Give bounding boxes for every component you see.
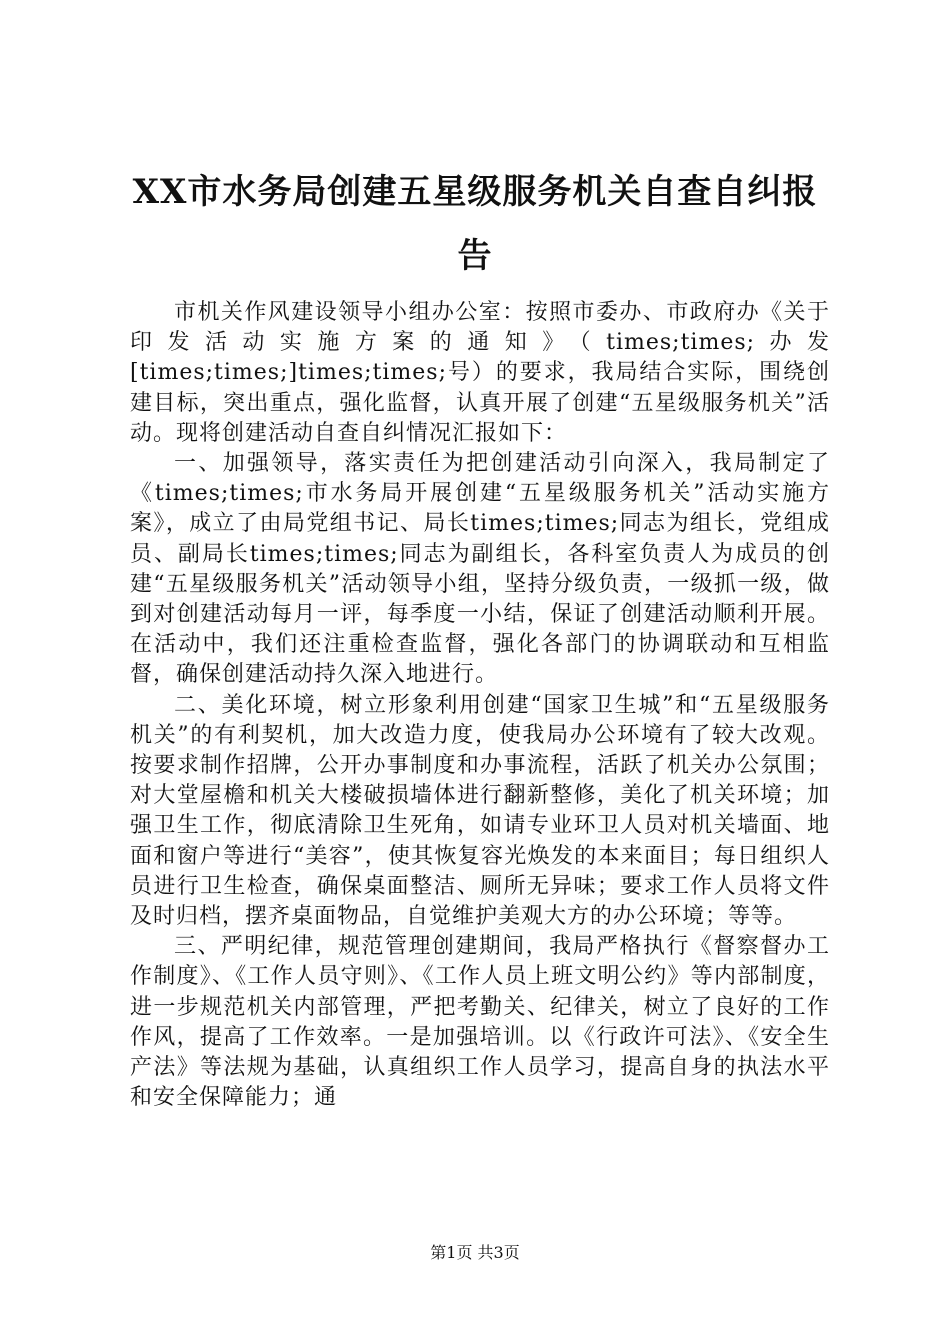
page-number-footer: 第1页 共3页 bbox=[430, 1243, 520, 1262]
paragraph-section-2: 二、美化环境，树立形象利用创建“国家卫生城”和“五星级服务机关”的有利契机，加大改造力度，使我局办公环境有了较大改观。按要求制作招牌，公开办事制度和办事流程，活跃了机关办公氛围；对大堂屋檐和机关大楼破损墙体进行翻新整修，美化了机关环境；加强卫生工作，彻底清除卫生死角，如请专业环卫人员对机关墙面、地面和窗户等进行“美容”，使其恢复容光焕发的本来面目；每日组织人员进行卫生检查，确保桌面整洁、厕所无异味；要求工作人员将文件及时归档，摆齐桌面物品，自觉维护美观大方的办公环境；等等。 bbox=[130, 692, 830, 930]
document-title: XX市水务局创建五星级服务机关自查自纠报告 bbox=[132, 172, 818, 276]
paragraph-intro: 市机关作风建设领导小组办公室：按照市委办、市政府办《关于印发活动实施方案的通知》（times;times;办发[times;times;]times;times;号）的要求，我局结合实际，围绕创建目标，突出重点，强化监督，认真开展了创建“五星级服务机关”活动。现将创建活动自查自纠情况汇报如下： bbox=[130, 300, 830, 446]
paragraph-section-1: 一、加强领导，落实责任为把创建活动引向深入，我局制定了《times;times;市水务局开展创建“五星级服务机关”活动实施方案》，成立了由局党组书记、局长times;times;同志为组长，党组成员、副局长times;times;同志为副组长，各科室负责人为成员的创建“五星级服务机关”活动领导小组，坚持分级负责，一级抓一级，做到对创建活动每月一评，每季度一小结，保证了创建活动顺利开展。在活动中，我们还注重检查监督，强化各部门的协调联动和互相监督，确保创建活动持久深入地进行。 bbox=[130, 451, 830, 688]
paragraph-section-3: 三、严明纪律，规范管理创建期间，我局严格执行《督察督办工作制度》、《工作人员守则》、《工作人员上班文明公约》等内部制度，进一步规范机关内部管理，严把考勤关、纪律关，树立了良好的工作作风，提高了工作效率。一是加强培训。以《行政许可法》、《安全生产法》等法规为基础，认真组织工作人员学习，提高自身的执法水平和安全保障能力；通 bbox=[130, 934, 830, 1111]
document-body bbox=[130, 298, 830, 1113]
